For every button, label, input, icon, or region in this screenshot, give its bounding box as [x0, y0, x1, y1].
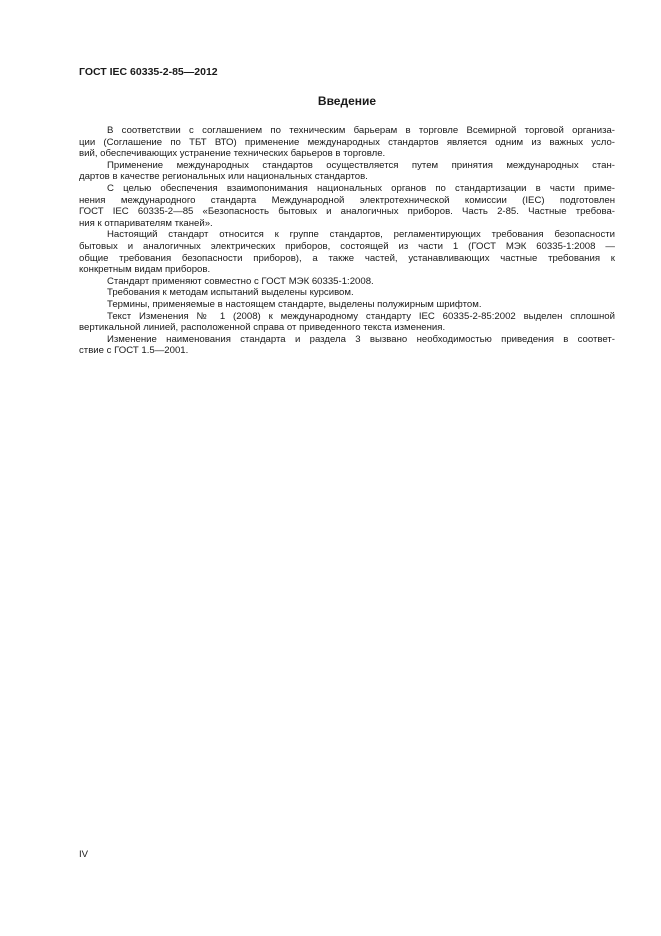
text-line: ГОСТ IEC 60335-2—85 «Безопасность бытовых и аналогичных приборов. Часть 2-85. Частные требова-	[79, 206, 615, 218]
text-line: Текст Изменения № 1 (2008) к международному стандарту IEC 60335-2-85:2002 выделен сплошной	[107, 310, 615, 322]
text-line: Настоящий стандарт относится к группе стандартов, регламентирующих требования безопасности	[107, 229, 615, 241]
paragraph-joint-use	[79, 276, 615, 288]
text-line: конкретным видам приборов.	[79, 264, 211, 276]
text-line: Термины, применяемые в настоящем стандарте, выделены полужирным шрифтом.	[107, 298, 482, 310]
text-line: В соответствии с соглашением по техническим барьерам в торговле Всемирной торговой организа-	[107, 125, 615, 136]
introduction-body	[79, 125, 615, 357]
text-line: ния к отпаривателям тканей».	[79, 217, 213, 229]
paragraph-amendment	[79, 311, 615, 334]
text-line: Применение международных стандартов осуществляется путем принятия международных стан-	[107, 159, 615, 171]
text-line: вертикальной линией, расположенной справа от приведенного текста изменения.	[79, 322, 446, 334]
text-line: ствие с ГОСТ 1.5—2001.	[79, 345, 189, 357]
text-line: С целью обеспечения взаимопонимания национальных органов по стандартизации в части приме-	[107, 182, 615, 194]
paragraph-purpose	[79, 183, 615, 229]
text-line: вий, обеспечивающих устранение технических барьеров в торговле.	[79, 148, 386, 160]
paragraph-name-change	[79, 334, 615, 357]
text-line: Стандарт применяют совместно с ГОСТ МЭК 60335-1:2008.	[107, 275, 374, 287]
text-line: нения международного стандарта Международной электротехнической комиссии (IEC) подготовлен	[79, 194, 615, 206]
text-line: ции (Соглашение по ТБТ ВТО) применение международных стандартов является одним из важных усло-	[79, 136, 615, 148]
paragraph-scope	[79, 229, 615, 275]
paragraph-test-methods	[79, 287, 615, 299]
section-title: Введение	[317, 94, 377, 108]
page-number: IV	[79, 849, 89, 860]
paragraph-application	[79, 160, 615, 183]
text-line: Изменение наименования стандарта и раздела 3 вызвано необходимостью приведения в соответ-	[107, 333, 615, 345]
paragraph-terms	[79, 299, 615, 311]
paragraph-agreement	[79, 125, 615, 160]
text-line: бытовых и аналогичных электрических приборов, состоящей из части 1 (ГОСТ МЭК 60335-1:2008 —	[79, 240, 615, 252]
text-line: Требования к методам испытаний выделены курсивом.	[107, 287, 354, 299]
text-line: дартов в качестве региональных или национальных стандартов.	[79, 171, 368, 183]
text-line: общие требования безопасности приборов), а также частей, устанавливающих частные требования к	[79, 252, 615, 264]
document-header-id: ГОСТ IEC 60335-2-85—2012	[79, 66, 218, 78]
